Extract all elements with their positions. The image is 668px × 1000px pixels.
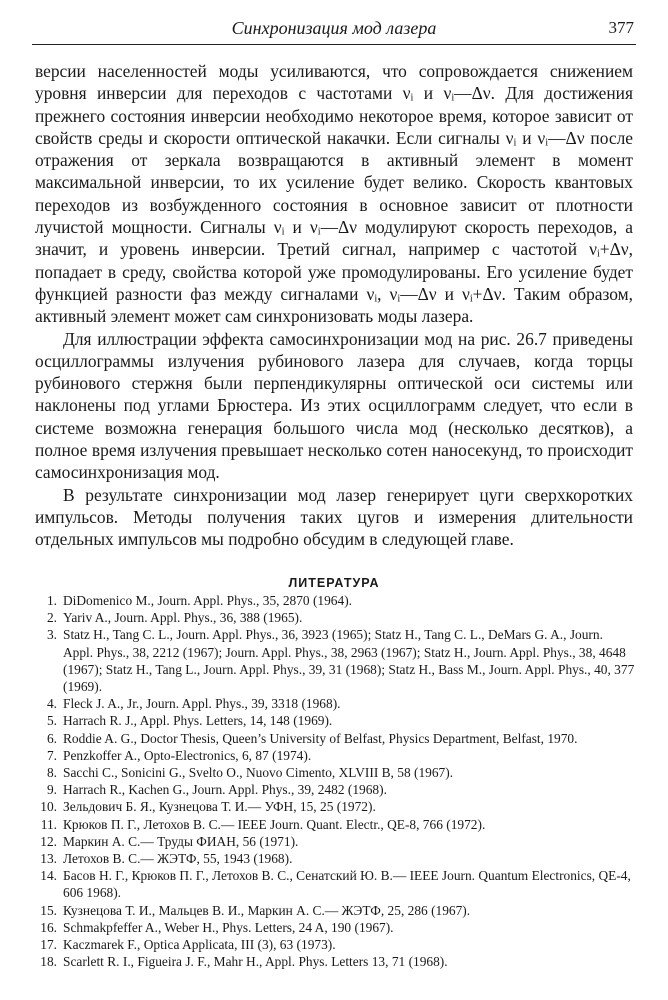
reference-item [35, 953, 635, 970]
references-heading: ЛИТЕРАТУРА [288, 576, 380, 590]
reference-number: 15. [40, 902, 57, 918]
page-header [32, 14, 636, 45]
reference-number: 18. [40, 954, 57, 970]
reference-item [35, 919, 635, 936]
reference-item [35, 592, 635, 609]
reference-number: 7. [46, 747, 57, 763]
paragraph: версии населенностей моды усиливаются, что сопровождается снижением уровня инверсии для переходов с частотами νᵢ и νᵢ—Δν. Для достижения прежнего состояния инверсии необходимо некоторое время, которое зависит от свойств среды и скорости оптической накачки. Если сигналы νᵢ и νᵢ—Δν после отражения от зеркала возвращаются в активный элемент в момент максимальной инверсии, то их усиление будет велико. Скорость квантовых переходов из возбужденного состояния в основное зависит от плотности лучистой мощности. Сигналы νᵢ и νᵢ—Δν модулируют скорость переходов, а значит, и уровень инверсии. Третий сигнал, например с частотой νᵢ+Δν, попадает в среду, свойства которой уже промодулированы. Его усиление будет функцией разности фаз между сигналами νᵢ, νᵢ—Δν и νᵢ+Δν. Таким образом, активный элемент может сам синхронизовать моды лазера. [35, 61, 633, 327]
reference-item [35, 798, 635, 815]
reference-number: 4. [46, 696, 57, 712]
reference-text: DiDomenico M., Journ. Appl. Phys., 35, 2870 (1964). [63, 593, 353, 608]
reference-number: 17. [40, 937, 57, 953]
reference-text: Schmakpfeffer A., Weber H., Phys. Letters, 24 A, 190 (1967). [63, 919, 394, 935]
reference-item [35, 850, 635, 867]
reference-item [35, 833, 635, 850]
reference-text: Fleck J. A., Jr., Journ. Appl. Phys., 39, 3318 (1968). [63, 696, 341, 712]
paragraph: В результате синхронизации мод лазер генерирует цуги сверхкоротких импульсов. Методы получения таких цугов и измерения длительности отдельных импульсов мы подробно обсудим в следующей главе. [35, 484, 633, 550]
reference-text: Kaczmarek F., Optica Applicata, III (3), 63 (1973). [63, 937, 336, 953]
reference-item [35, 747, 635, 764]
running-title: Синхронизация мод лазера [231, 18, 437, 38]
reference-text: Statz H., Tang C. L., Journ. Appl. Phys., 36, 3923 (1965); Statz H., Tang C. L., DeMars G. A., Journ. Appl. Phys., 38, 2212 (1967); Journ. Appl. Phys., 38, 2963 (1967); Statz H., Journ. Appl. Phys., 38, 4648 (1967); Statz H., Tang L., Journ. Appl. Phys., 39, 31 (1968); Statz H., Bass M., Journ. Appl. Phys., 40, 377 (1969). [63, 627, 635, 695]
reference-number: 2. [46, 610, 57, 626]
reference-number: 3. [46, 627, 57, 643]
reference-item [35, 730, 635, 747]
references-list [35, 592, 635, 970]
reference-item [35, 867, 635, 901]
reference-text: Scarlett R. I., Figueira J. F., Mahr H., Appl. Phys. Letters 13, 71 (1968). [63, 954, 448, 970]
reference-number: 8. [46, 765, 57, 781]
reference-text: Зельдович Б. Я., Кузнецова Т. И.— УФН, 15, 25 (1972). [63, 799, 376, 815]
reference-item [35, 626, 635, 695]
reference-number: 10. [40, 799, 57, 815]
reference-text: Летохов В. С.— ЖЭТФ, 55, 1943 (1968). [63, 851, 293, 867]
reference-number: 1. [46, 593, 57, 608]
reference-item [35, 816, 635, 833]
reference-number: 12. [40, 833, 57, 849]
reference-text: Yariv A., Journ. Appl. Phys., 36, 388 (1965). [63, 610, 303, 626]
reference-text: Harrach R. J., Appl. Phys. Letters, 14, 148 (1969). [63, 713, 333, 729]
reference-text: Кузнецова Т. И., Мальцев В. И., Маркин А. С.— ЖЭТФ, 25, 286 (1967). [63, 902, 471, 918]
reference-text: Roddie A. G., Doctor Thesis, Queen’s University of Belfast, Physics Department, Belfast, 1970. [63, 730, 578, 746]
reference-number: 11. [40, 816, 57, 832]
reference-number: 9. [46, 782, 57, 798]
body-text [35, 60, 633, 551]
page-number: 377 [608, 18, 634, 37]
reference-number: 13. [40, 851, 57, 867]
reference-item [35, 781, 635, 798]
reference-text: Крюков П. Г., Летохов В. С.— IEEE Journ. Quant. Electr., QE-8, 766 (1972). [63, 816, 486, 832]
reference-number: 6. [46, 730, 57, 746]
reference-item [35, 695, 635, 712]
reference-number: 16. [40, 919, 57, 935]
reference-number: 5. [46, 713, 57, 729]
reference-text: Маркин А. С.— Труды ФИАН, 56 (1971). [63, 833, 299, 849]
reference-item [35, 712, 635, 729]
reference-item [35, 902, 635, 919]
reference-number: 14. [40, 868, 57, 884]
reference-text: Harrach R., Kachen G., Journ. Appl. Phys., 39, 2482 (1968). [63, 782, 387, 798]
reference-text: Басов Н. Г., Крюков П. Г., Летохов В. С., Сенатский Ю. В.— IEEE Journ. Quantum Electronics, QE-4, 606 1968). [63, 868, 631, 901]
reference-item [35, 764, 635, 781]
reference-text: Sacchi C., Sonicini G., Svelto O., Nuovo Cimento, XLVIII B, 58 (1967). [63, 765, 454, 781]
paragraph: Для иллюстрации эффекта самосинхронизации мод на рис. 26.7 приведены осциллограммы излучения рубинового лазера для случаев, когда торцы рубинового стержня были перпендикулярны оптической оси системы или наклонены под углами Брюстера. Из этих осциллограмм следует, что если в системе возможна генерация большого числа мод (несколько десятков), а полное время излучения превышает несколько сотен наносекунд, то происходит самосинхронизация мод. [35, 328, 633, 483]
reference-text: Penzkoffer A., Opto-Electronics, 6, 87 (1974). [63, 747, 312, 763]
reference-item [35, 609, 635, 626]
reference-item [35, 936, 635, 953]
